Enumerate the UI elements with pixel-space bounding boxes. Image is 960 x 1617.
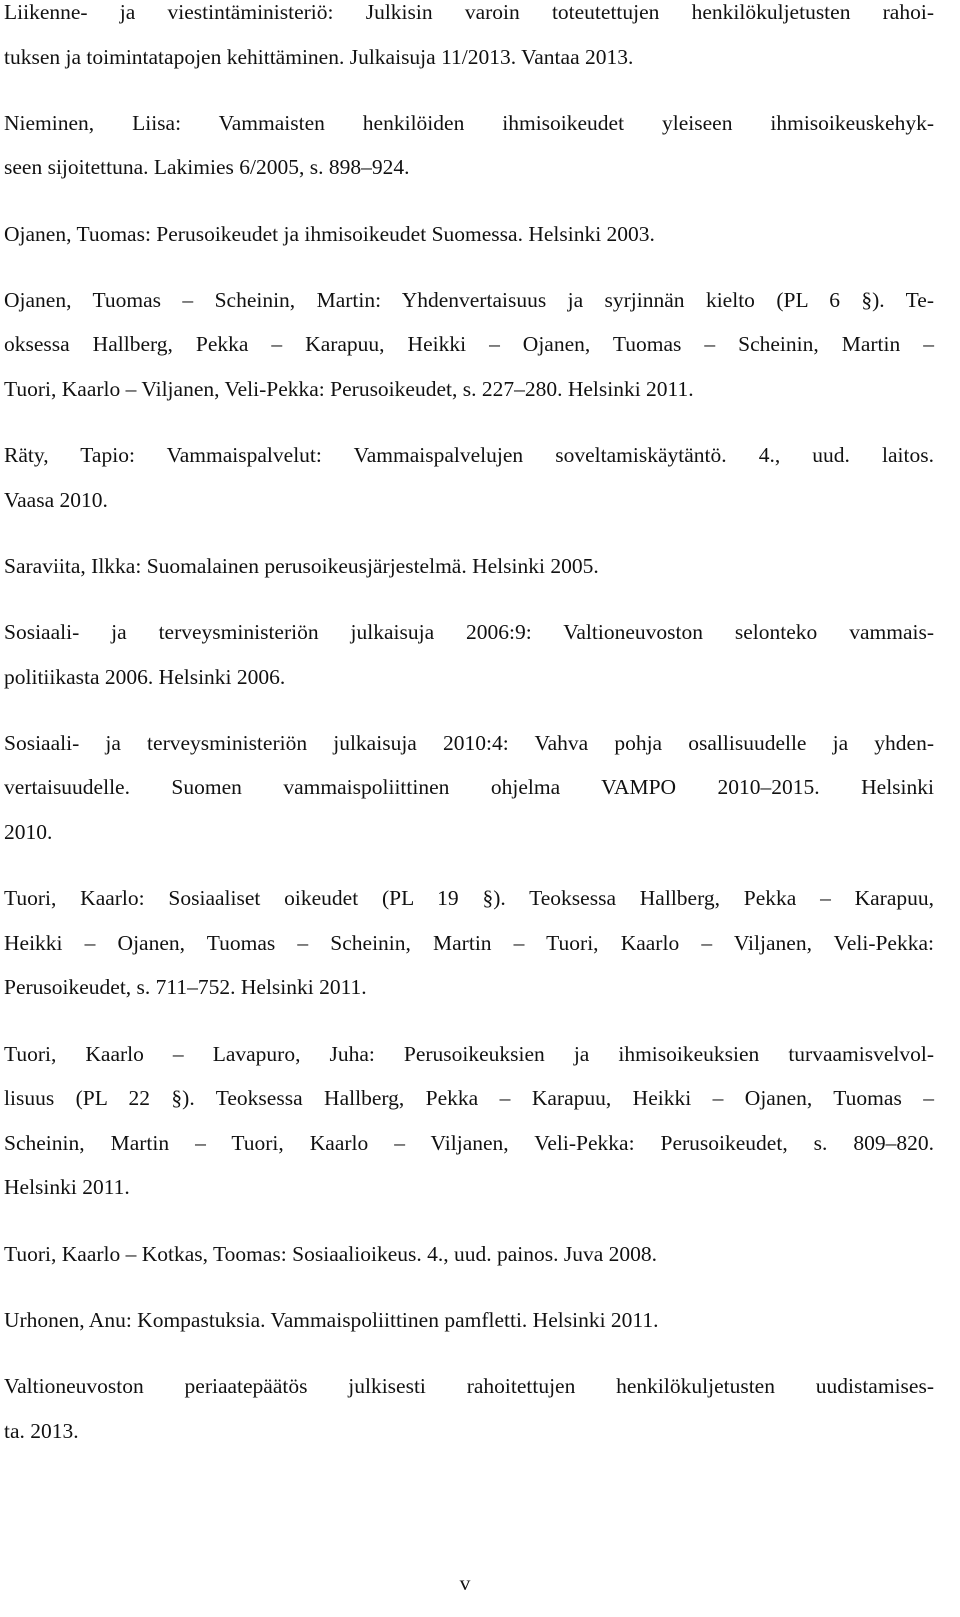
reference-line: Heikki – Ojanen, Tuomas – Scheinin, Martin – Tuori, Kaarlo – Viljanen, Veli-Pekka:	[4, 930, 934, 955]
reference-line: Vaasa 2010.	[4, 487, 108, 512]
reference-entry	[4, 101, 934, 190]
reference-line: ta. 2013.	[4, 1418, 79, 1443]
reference-line: Räty, Tapio: Vammaispalvelut: Vammaispalvelujen soveltamiskäytäntö. 4., uud. laitos.	[4, 443, 934, 468]
reference-line: Sosiaali- ja terveysministeriön julkaisuja 2006:9: Valtioneuvoston selonteko vammais-	[4, 620, 934, 645]
reference-line: Urhonen, Anu: Kompastuksia. Vammaispoliittinen pamfletti. Helsinki 2011.	[4, 1307, 659, 1332]
reference-line: Valtioneuvoston periaatepäätös julkisesti rahoitettujen henkilökuljetusten uudistamises-	[4, 1373, 934, 1398]
reference-line: Tuori, Kaarlo – Kotkas, Toomas: Sosiaalioikeus. 4., uud. painos. Juva 2008.	[4, 1241, 658, 1266]
reference-line: Perusoikeudet, s. 711–752. Helsinki 2011.	[4, 975, 367, 1000]
reference-entry	[4, 1298, 934, 1343]
reference-line: Helsinki 2011.	[4, 1175, 130, 1200]
reference-line: Tuori, Kaarlo – Viljanen, Veli-Pekka: Perusoikeudet, s. 227–280. Helsinki 2011.	[4, 376, 694, 401]
reference-list	[4, 0, 934, 1453]
reference-line: Scheinin, Martin – Tuori, Kaarlo – Viljanen, Veli-Pekka: Perusoikeudet, s. 809–820.	[4, 1130, 934, 1155]
reference-entry	[4, 1032, 934, 1210]
reference-line: Tuori, Kaarlo: Sosiaaliset oikeudet (PL 19 §). Teoksessa Hallberg, Pekka – Karapuu,	[4, 886, 934, 911]
reference-line: Ojanen, Tuomas – Scheinin, Martin: Yhdenvertaisuus ja syrjinnän kielto (PL 6 §). Te-	[4, 287, 934, 312]
reference-entry	[4, 212, 934, 257]
reference-entry	[4, 278, 934, 412]
reference-line: oksessa Hallberg, Pekka – Karapuu, Heikki – Ojanen, Tuomas – Scheinin, Martin –	[4, 332, 934, 357]
bibliography-page	[4, 0, 934, 1453]
reference-entry	[4, 1364, 934, 1453]
reference-entry	[4, 876, 934, 1010]
reference-entry	[4, 0, 934, 79]
page-number: v	[459, 1571, 471, 1595]
reference-entry	[4, 1232, 934, 1277]
reference-entry	[4, 610, 934, 699]
reference-entry	[4, 721, 934, 855]
reference-line: tuksen ja toimintatapojen kehittäminen. Julkaisuja 11/2013. Vantaa 2013.	[4, 44, 634, 69]
reference-line: politiikasta 2006. Helsinki 2006.	[4, 664, 286, 689]
reference-line: Tuori, Kaarlo – Lavapuro, Juha: Perusoikeuksien ja ihmisoikeuksien turvaamisvelvol-	[4, 1041, 934, 1066]
reference-entry	[4, 544, 934, 589]
reference-line: lisuus (PL 22 §). Teoksessa Hallberg, Pekka – Karapuu, Heikki – Ojanen, Tuomas –	[4, 1086, 934, 1111]
reference-line: seen sijoitettuna. Lakimies 6/2005, s. 898–924.	[4, 155, 410, 180]
reference-line: vertaisuudelle. Suomen vammaispoliittinen ohjelma VAMPO 2010–2015. Helsinki	[4, 775, 934, 800]
reference-line: Sosiaali- ja terveysministeriön julkaisuja 2010:4: Vahva pohja osallisuudelle ja yhden-	[4, 730, 934, 755]
reference-line: Ojanen, Tuomas: Perusoikeudet ja ihmisoikeudet Suomessa. Helsinki 2003.	[4, 221, 655, 246]
reference-entry	[4, 433, 934, 522]
reference-line: 2010.	[4, 820, 53, 845]
reference-line: Saraviita, Ilkka: Suomalainen perusoikeusjärjestelmä. Helsinki 2005.	[4, 553, 599, 578]
reference-line: Nieminen, Liisa: Vammaisten henkilöiden ihmisoikeudet yleiseen ihmisoikeuskehyk-	[4, 110, 934, 135]
reference-line: Liikenne- ja viestintäministeriö: Julkisin varoin toteutettujen henkilökuljetusten rahoi-	[4, 0, 934, 24]
